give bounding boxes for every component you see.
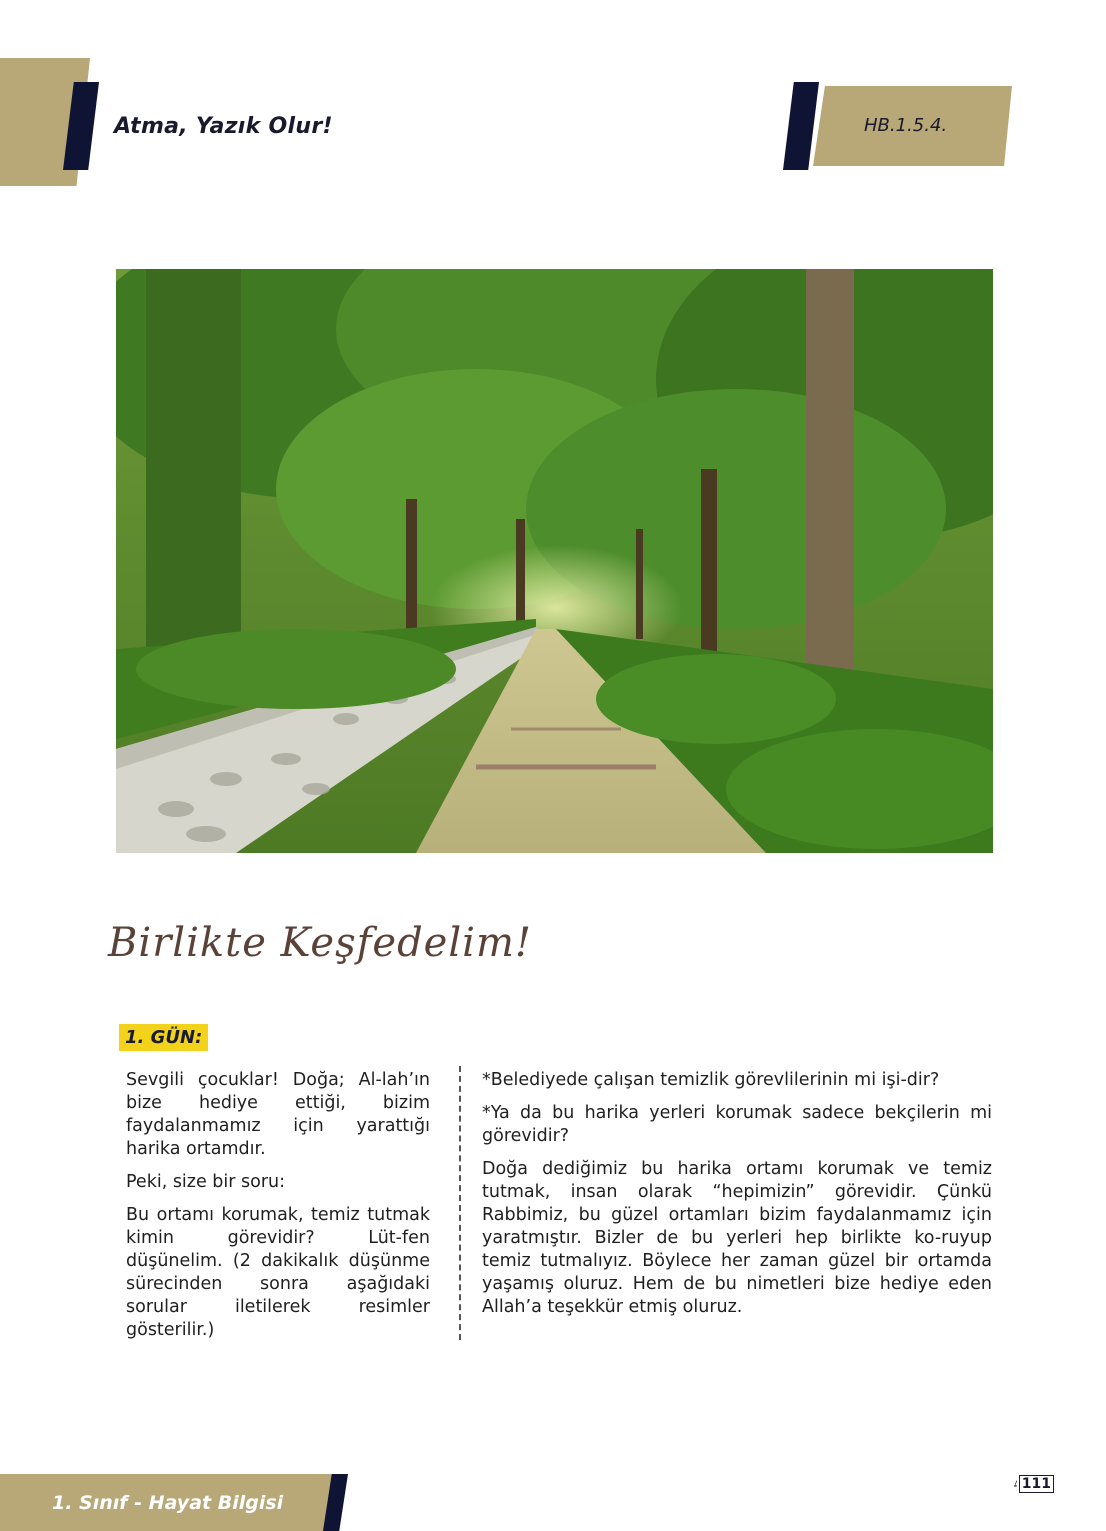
paragraph: Sevgili çocuklar! Doğa; Al-lah’ın bize hediye ettiği, bizim faydalanmamız için yarattığı harika ortamdır.: [126, 1070, 430, 1159]
page-number: 111: [1019, 1475, 1054, 1493]
footer-subject: 1. Sınıf - Hayat Bilgisi: [52, 1492, 284, 1514]
page-title: Atma, Yazık Olur!: [114, 114, 333, 139]
paragraph: Doğa dediğimiz bu harika ortamı korumak ve temiz tutmak, insan olarak “hepimizin” görevidir. Çünkü Rabbimiz, bu güzel ortamları bizim faydalanmamız için yaratmıştır. Bizler de bu yerleri hep birlikte ko-ruyup temiz tutmalıyız. Böylece her zaman güzel bir ortamda yaşamış oluruz. Hem de bu nimetleri bize hediye eden Allah’a teşekkür etmiş oluruz.: [482, 1159, 992, 1317]
pen-icon: [1014, 1471, 1018, 1496]
paragraph: Bu ortamı korumak, temiz tutmak kimin görevidir? Lüt-fen düşünelim. (2 dakikalık düşünme sürecinden sonra aşağıdaki sorular iletilerek resimler gösterilir.): [126, 1205, 430, 1340]
right-text-column: [482, 1069, 992, 1329]
paragraph: *Ya da bu harika yerleri korumak sadece bekçilerin mi görevidir?: [482, 1103, 992, 1146]
park-path-photo: [116, 269, 993, 853]
day-label: 1. GÜN:: [119, 1024, 208, 1051]
section-title: Birlikte Keşfedelim!: [108, 920, 532, 966]
paragraph: Peki, size bir soru:: [126, 1172, 286, 1192]
curriculum-code: HB.1.5.4.: [864, 115, 948, 136]
park-path-illustration: [116, 269, 993, 853]
page-number-badge: [1014, 1471, 1054, 1496]
left-text-column: [126, 1069, 430, 1352]
header-right-navy-stripe: [783, 82, 819, 170]
column-divider: [459, 1066, 461, 1340]
paragraph: *Belediyede çalışan temizlik görevlilerinin mi işi-dir?: [482, 1070, 940, 1090]
